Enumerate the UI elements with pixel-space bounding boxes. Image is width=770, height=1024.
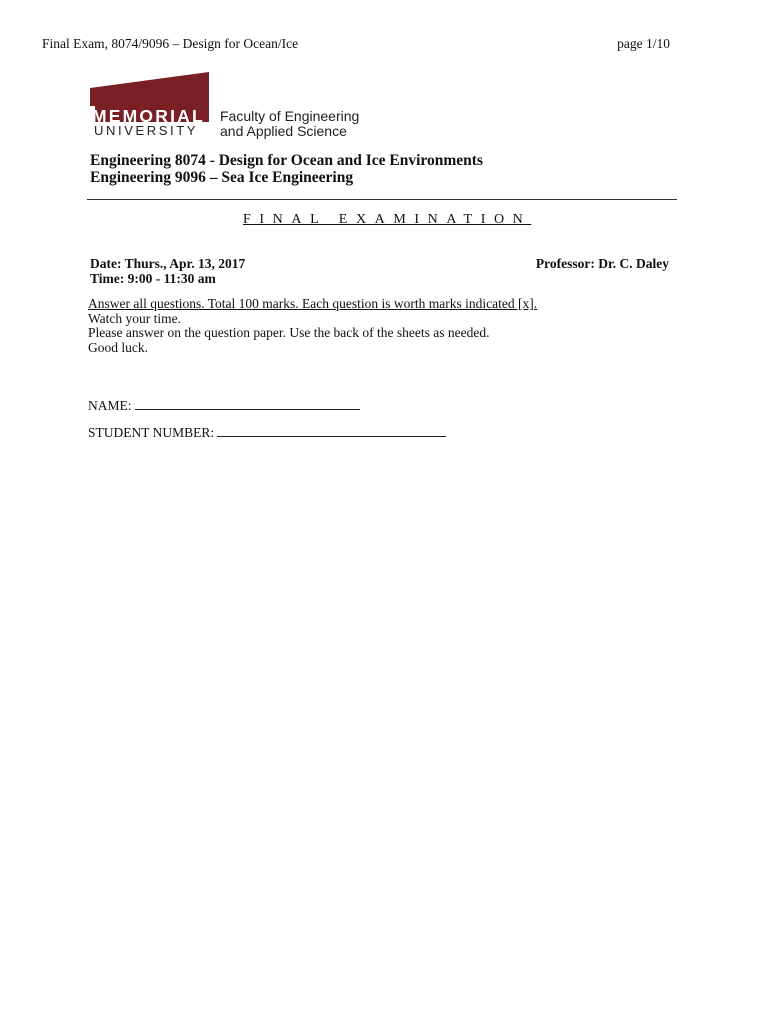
course-title-8074: Engineering 8074 - Design for Ocean and Ice Environments	[90, 152, 483, 169]
university-logo	[90, 72, 390, 142]
course-titles	[90, 152, 483, 186]
course-title-9096: Engineering 9096 – Sea Ice Engineering	[90, 169, 354, 186]
name-field[interactable]	[135, 397, 360, 410]
student-number-row	[88, 424, 446, 438]
faculty-line1: Faculty of Engineering	[220, 108, 360, 124]
instruction-answer: Please answer on the question paper. Use the back of the sheets as needed.	[88, 325, 490, 340]
instruction-time: Watch your time.	[88, 310, 182, 326]
instruction-marks: Answer all questions. Total 100 marks. Each question is worth marks indicated [x].	[88, 296, 538, 311]
logo-name-line2: UNIVERSITY	[94, 123, 199, 138]
logo-name-line1: MEMORIAL	[92, 106, 205, 126]
professor-name: Professor: Dr. C. Daley	[535, 256, 669, 271]
exam-time: Time: 9:00 - 11:30 am	[90, 271, 216, 286]
exam-title: FINAL EXAMINATION	[243, 212, 532, 227]
page-number: page 1/10	[617, 36, 670, 51]
exam-date: Date: Thurs., Apr. 13, 2017	[90, 256, 246, 271]
student-fields	[88, 397, 446, 438]
name-label: NAME:	[88, 398, 132, 413]
student-number-field[interactable]	[217, 424, 446, 437]
divider	[87, 199, 677, 200]
name-row	[88, 397, 446, 411]
instructions	[88, 297, 537, 355]
header-title: Final Exam, 8074/9096 – Design for Ocean/Ice	[42, 36, 299, 51]
instruction-luck: Good luck.	[88, 339, 148, 355]
student-number-label: STUDENT NUMBER:	[88, 425, 215, 440]
faculty-name	[220, 109, 359, 139]
faculty-line2: and Applied Science	[220, 123, 347, 139]
exam-date-time	[90, 256, 245, 286]
